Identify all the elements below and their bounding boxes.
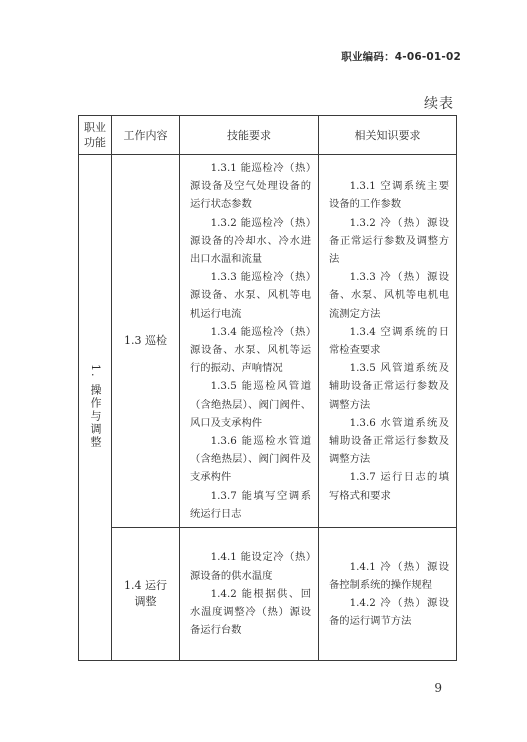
skills-table	[78, 115, 457, 661]
knowledge-item: 1.4.1 冷（热）源设备控制系统的操作规程	[329, 560, 449, 591]
knowledge-cell	[319, 528, 457, 661]
skills-cell	[180, 528, 319, 661]
work-content-label: 1.4 运行 调整	[124, 579, 167, 608]
knowledge-item: 1.3.2 冷（热）源设备正常运行参数及调整方法	[329, 216, 449, 265]
function-cell	[79, 155, 112, 661]
skill-item: 1.3.2 能巡检冷（热）源设备的冷却水、冷水进出口水温和流量	[190, 216, 311, 265]
skill-item: 1.4.2 能根据供、回水温度调整冷（热）源设备运行台数	[190, 587, 311, 637]
table-header-row	[79, 116, 457, 155]
skill-item: 1.3.7 能填写空调系统运行日志	[190, 489, 311, 520]
header-work-content: 工作内容	[112, 116, 180, 155]
skill-item: 1.4.1 能设定冷（热）源设备的供水温度	[190, 551, 311, 582]
header-function: 职业 功能	[79, 116, 112, 155]
knowledge-cell	[319, 155, 457, 528]
table-row	[79, 528, 457, 661]
knowledge-item: 1.3.7 运行日志的填写格式和要求	[329, 471, 449, 502]
work-content-cell	[112, 155, 180, 528]
skill-item: 1.3.5 能巡检风管道（含绝热层）、阀门阀件、风口及支承构件	[190, 380, 311, 429]
skills-cell	[180, 155, 319, 528]
knowledge-item: 1.4.2 冷（热）源设备的运行调节方法	[329, 597, 449, 628]
skill-item: 1.3.3 能巡检冷（热）源设备、水泵、风机等电机运行电流	[190, 271, 311, 320]
work-content-label: 1.3 巡检	[124, 334, 167, 347]
continued-label: 续表	[424, 96, 454, 112]
page-number: 9	[434, 681, 442, 695]
skill-item: 1.3.4 能巡检冷（热）源设备、水泵、风机等运行的振动、声响情况	[190, 325, 311, 375]
occupation-code: 职业编码：4-06-01-02	[341, 51, 461, 63]
knowledge-item: 1.3.4 空调系统的日常检查要求	[329, 325, 449, 356]
function-label: 1. 操作与调整	[89, 363, 102, 449]
header-skill-requirements: 技能要求	[180, 116, 319, 155]
knowledge-item: 1.3.1 空调系统主要设备的工作参数	[329, 180, 449, 211]
knowledge-item: 1.3.6 水管道系统及辅助设备正常运行参数及调整方法	[329, 416, 449, 466]
knowledge-item: 1.3.3 冷（热）源设备、水泵、风机等电机电流测定方法	[329, 271, 449, 320]
skill-item: 1.3.6 能巡检水管道（含绝热层）、阀门阀件及支承构件	[190, 435, 311, 484]
header-knowledge-requirements: 相关知识要求	[319, 116, 457, 155]
skill-item: 1.3.1 能巡检冷（热）源设备及空气处理设备的运行状态参数	[190, 161, 311, 211]
knowledge-item: 1.3.5 风管道系统及辅助设备正常运行参数及调整方法	[329, 362, 449, 411]
work-content-cell	[112, 528, 180, 661]
table-row	[79, 155, 457, 528]
